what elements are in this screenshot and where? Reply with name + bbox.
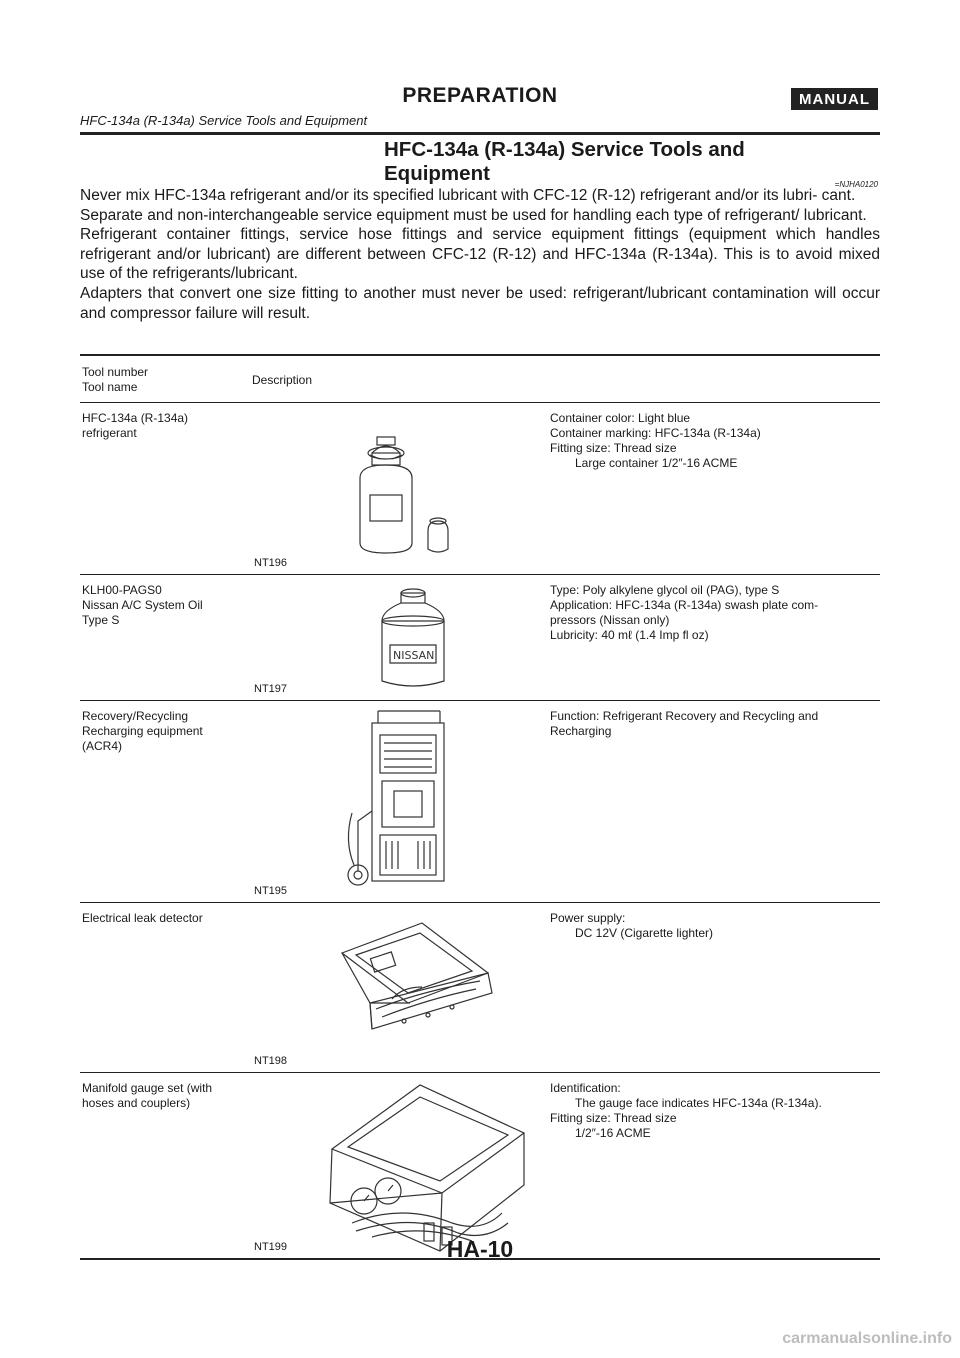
table-row xyxy=(80,1072,880,1260)
tool-figure xyxy=(252,903,547,1072)
description-line: Container color: Light blue xyxy=(550,411,691,425)
description-line: 1/2″-16 ACME xyxy=(575,1126,651,1140)
manifold-gauge-illustration xyxy=(252,1073,547,1261)
tool-name-line: KLH00-PAGS0 xyxy=(82,583,162,597)
tool-description xyxy=(550,1081,880,1141)
header-tool-number: Tool number xyxy=(82,365,149,379)
manual-badge: MANUAL xyxy=(791,88,878,110)
tool-figure xyxy=(252,701,547,902)
section-title-line1: HFC-134a (R-134a) Service Tools and xyxy=(384,138,745,161)
watermark: carmanualsonline.info xyxy=(782,1330,952,1347)
recovery-machine-illustration xyxy=(252,701,547,903)
description-line: Fitting size: Thread size xyxy=(550,441,677,455)
header-subtitle: HFC-134a (R-134a) Service Tools and Equipment xyxy=(80,113,368,128)
figure-code: NT197 xyxy=(254,683,288,695)
description-line: Power supply: xyxy=(550,911,626,925)
intro-paragraph-3: Refrigerant container fittings, service hose fittings and service equipment fittings (equipment which handles refrigerant and/or lubricant) are different between CFC-12 (R-12) and HFC-134a (R-134a). This is to avoid mixed use of the refrigerants/lubricant. xyxy=(80,226,880,283)
tool-name-line: Electrical leak detector xyxy=(82,911,203,925)
tool-name xyxy=(82,709,250,754)
tool-name xyxy=(82,583,250,628)
intro-paragraph-2: Separate and non-interchangeable service equipment must be used for handling each type of refrigerant/ lubricant. xyxy=(80,206,867,224)
table-row xyxy=(80,402,880,574)
tool-name-line: (ACR4) xyxy=(82,739,123,753)
description-line: Large container 1/2″-16 ACME xyxy=(575,456,738,470)
section-reference-code: =NJHA0120 xyxy=(834,180,878,189)
tool-name-line: HFC-134a (R-134a) xyxy=(82,411,189,425)
tool-name-line: Recovery/Recycling xyxy=(82,709,189,723)
table-row xyxy=(80,700,880,902)
tool-description xyxy=(550,709,880,739)
description-line: DC 12V (Cigarette lighter) xyxy=(575,926,714,940)
description-line: The gauge face indicates HFC-134a (R-134a). xyxy=(575,1096,822,1110)
tool-name xyxy=(82,911,250,926)
header-description: Description xyxy=(252,373,313,387)
tool-name-line: Type S xyxy=(82,613,120,627)
tool-description xyxy=(550,411,880,471)
description-line: Function: Refrigerant Recovery and Recycling and xyxy=(550,709,819,723)
description-line: Lubricity: 40 mℓ (1.4 Imp fl oz) xyxy=(550,628,709,642)
description-line: Recharging xyxy=(550,724,612,738)
tool-name-line: Manifold gauge set (with xyxy=(82,1081,213,1095)
table-header xyxy=(80,356,880,402)
header-tool-name: Tool name xyxy=(82,380,138,394)
refrigerant-can-illustration xyxy=(252,403,547,575)
description-line: Identification: xyxy=(550,1081,621,1095)
figure-code: NT196 xyxy=(254,557,288,569)
oil-bottle-label: NISSAN xyxy=(393,649,435,662)
header-divider xyxy=(80,132,880,135)
description-line: Application: HFC-134a (R-134a) swash plate com- xyxy=(550,598,819,612)
tool-name xyxy=(82,411,250,441)
tool-name-line: Nissan A/C System Oil xyxy=(82,598,203,612)
table-row xyxy=(80,902,880,1072)
intro-paragraph-4: Adapters that convert one size fitting to another must never be used: refrigerant/lubricant contamination will occur and compressor failure will result. xyxy=(80,284,880,322)
description-line: pressors (Nissan only) xyxy=(550,613,670,627)
tool-name-line: Recharging equipment xyxy=(82,724,203,738)
table-row xyxy=(80,574,880,700)
description-line: Fitting size: Thread size xyxy=(550,1111,677,1125)
oil-bottle-illustration xyxy=(252,575,547,701)
tool-description xyxy=(550,583,880,643)
description-line: Type: Poly alkylene glycol oil (PAG), type S xyxy=(550,583,780,597)
page-header xyxy=(80,84,880,136)
page-number: HA-10 xyxy=(446,1236,514,1262)
tool-figure xyxy=(252,575,547,700)
intro-text xyxy=(80,186,880,323)
header-title: PREPARATION xyxy=(402,84,558,107)
section-title-line2: Equipment xyxy=(384,162,490,185)
tool-name-line: hoses and couplers) xyxy=(82,1096,191,1110)
tools-table xyxy=(80,354,880,1260)
tool-name xyxy=(82,1081,250,1111)
leak-detector-illustration xyxy=(252,903,547,1073)
tool-name-line: refrigerant xyxy=(82,426,137,440)
figure-code: NT195 xyxy=(254,885,288,897)
intro-paragraph-1: Never mix HFC-134a refrigerant and/or its specified lubricant with CFC-12 (R-12) refrigerant and/or its lubri- cant. xyxy=(80,187,856,204)
section-title xyxy=(384,138,874,186)
tool-figure xyxy=(252,403,547,574)
description-line: Container marking: HFC-134a (R-134a) xyxy=(550,426,761,440)
figure-code: NT199 xyxy=(254,1241,288,1253)
tool-description xyxy=(550,911,880,941)
header-tool-column xyxy=(82,365,148,395)
figure-code: NT198 xyxy=(254,1055,288,1067)
tool-figure xyxy=(252,1073,547,1258)
